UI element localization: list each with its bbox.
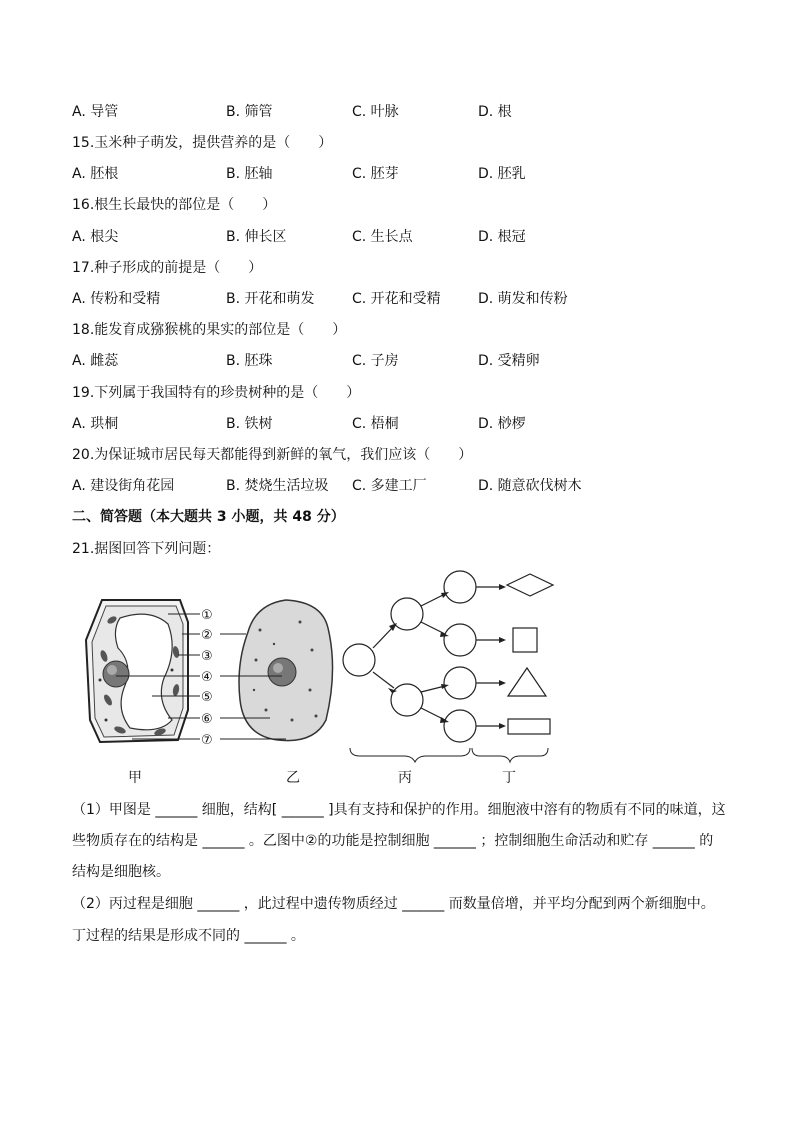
label-6: ⑥: [201, 712, 213, 727]
option-d: D. 桫椤: [478, 416, 526, 432]
option-d: D. 胚乳: [478, 166, 526, 182]
option-a: A. 珙桐: [72, 416, 119, 432]
structure-labels: [201, 608, 213, 748]
figure-captions: [128, 770, 516, 786]
option-b: B. 焚烧生活垃圾: [226, 478, 329, 494]
label-4: ④: [201, 670, 213, 685]
question-stem: 15.玉米种子萌发，提供营养的是（ ）: [72, 135, 333, 151]
option-a: A. 根尖: [72, 229, 119, 245]
division-diagram: [343, 571, 476, 742]
label-2: ②: [201, 628, 213, 643]
label-5: ⑤: [201, 690, 213, 705]
option-c: C. 生长点: [352, 229, 413, 245]
option-d: D. 根: [478, 104, 512, 120]
label-7: ⑦: [201, 733, 213, 748]
question-stem: 18.能发育成猕猴桃的果实的部位是（ ）: [72, 322, 347, 338]
option-b: B. 胚珠: [226, 353, 273, 369]
option-d: D. 根冠: [478, 229, 526, 245]
text-line: 丁过程的结果是形成不同的 ______ 。: [72, 928, 305, 944]
option-b: B. 筛管: [226, 104, 273, 120]
option-a: A. 雌蕊: [72, 353, 119, 369]
option-a: A. 传粉和受精: [72, 291, 161, 307]
option-c: C. 多建工厂: [352, 478, 427, 494]
text-line: 些物质存在的结构是 ______ 。乙图中②的功能是控制细胞 ______ ；控制细胞生命活动和贮存 ______ 的: [72, 833, 714, 849]
option-b: B. 铁树: [226, 416, 273, 432]
option-c: C. 叶脉: [352, 104, 399, 120]
option-c: C. 开花和受精: [352, 291, 441, 307]
caption-jia: 甲: [128, 770, 142, 786]
option-a: A. 导管: [72, 104, 119, 120]
option-c: C. 梧桐: [352, 416, 399, 432]
text-line: 结构是细胞核。: [72, 864, 170, 880]
label-3: ③: [201, 649, 213, 664]
option-a: A. 建设街角花园: [72, 478, 175, 494]
option-d: D. 萌发和传粉: [478, 291, 568, 307]
option-b: B. 伸长区: [226, 229, 287, 245]
animal-cell: [239, 600, 333, 741]
option-d: D. 随意砍伐树木: [478, 478, 582, 494]
section-title: 二、简答题（本大题共 3 小题，共 48 分）: [72, 509, 345, 525]
question-stem: 16.根生长最快的部位是（ ）: [72, 197, 277, 213]
label-1: ①: [201, 608, 213, 623]
braces: [350, 748, 548, 762]
question-stem: 17.种子形成的前提是（ ）: [72, 260, 263, 276]
question-stem: 20.为保证城市居民每天都能得到新鲜的氧气，我们应该（ ）: [72, 447, 473, 463]
question-stem: 19.下列属于我国特有的珍贵树种的是（ ）: [72, 385, 361, 401]
plant-cell: [86, 600, 188, 742]
option-d: D. 受精卵: [478, 353, 540, 369]
option-c: C. 胚芽: [352, 166, 399, 182]
differentiated-cells: [507, 574, 553, 734]
text-line: （2）丙过程是细胞 ______ ，此过程中遗传物质经过 ______ 而数量倍增，并平均分配到两个新细胞中。: [72, 896, 715, 912]
text-line: （1）甲图是 ______ 细胞，结构[ ______ ]具有支持和保护的作用。细胞液中溶有的物质有不同的味道，这: [72, 802, 726, 818]
question-21-stem: 21.据图回答下列问题：: [72, 541, 221, 557]
option-a: A. 胚根: [72, 166, 119, 182]
option-b: B. 开花和萌发: [226, 291, 315, 307]
cell-diagram-figure: [60, 560, 580, 790]
caption-ding: 丁: [502, 770, 516, 786]
option-b: B. 胚轴: [226, 166, 273, 182]
caption-bing: 丙: [398, 770, 412, 786]
caption-yi: 乙: [286, 770, 300, 786]
option-c: C. 子房: [352, 353, 399, 369]
